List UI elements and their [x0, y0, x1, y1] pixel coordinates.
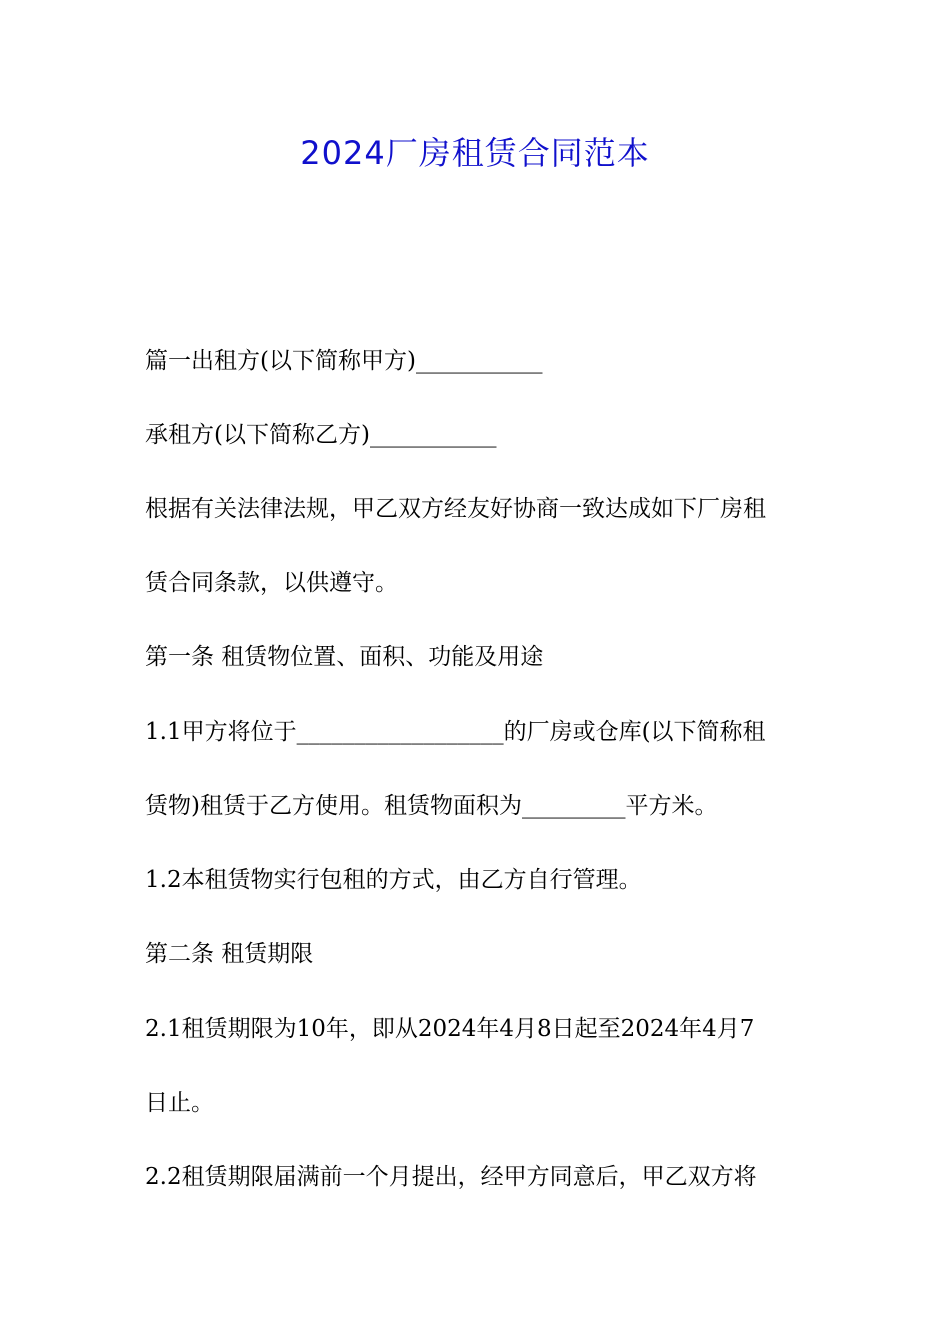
lessor-line [145, 344, 810, 378]
clause-1-1-pre: 1.1甲方将位于 [145, 719, 297, 745]
lessor-blank: ___________ [415, 348, 543, 374]
preamble-line-1: 根据有关法律法规，甲乙双方经友好协商一致达成如下厂房租 [145, 496, 766, 522]
area-unit: 平方米。 [625, 793, 718, 819]
article-1-heading: 第一条 租赁物位置、面积、功能及用途 [145, 644, 544, 670]
clause-2-1-line-1: 2.1租赁期限为10年，即从2024年4月8日起至2024年4月7 [145, 1016, 755, 1042]
lessor-label: 篇一出租方(以下简称甲方) [145, 348, 416, 374]
document-title: 2024厂房租赁合同范本 [300, 134, 650, 172]
clause-1-1-cont: 赁物)租赁于乙方使用。租赁物面积为 [145, 793, 522, 819]
clause-1-1-post: 的厂房或仓库(以下简称租 [503, 719, 766, 745]
area-blank: _________ [521, 793, 626, 819]
preamble-line-2: 赁合同条款，以供遵守。 [145, 570, 398, 596]
location-blank: __________________ [296, 719, 504, 745]
lessee-label: 承租方(以下简称乙方) [145, 422, 370, 448]
clause-2-1-line-2: 日止。 [145, 1090, 214, 1116]
article-2-heading: 第二条 租赁期限 [145, 941, 314, 967]
lessee-line [145, 418, 810, 452]
clause-1-1-line-1 [145, 715, 810, 749]
clause-1-1-line-2 [145, 789, 810, 823]
lessee-blank: ___________ [369, 422, 497, 448]
clause-2-2-line-1: 2.2租赁期限届满前一个月提出，经甲方同意后，甲乙双方将 [145, 1164, 757, 1190]
clause-1-2: 1.2本租赁物实行包租的方式，由乙方自行管理。 [145, 867, 642, 893]
